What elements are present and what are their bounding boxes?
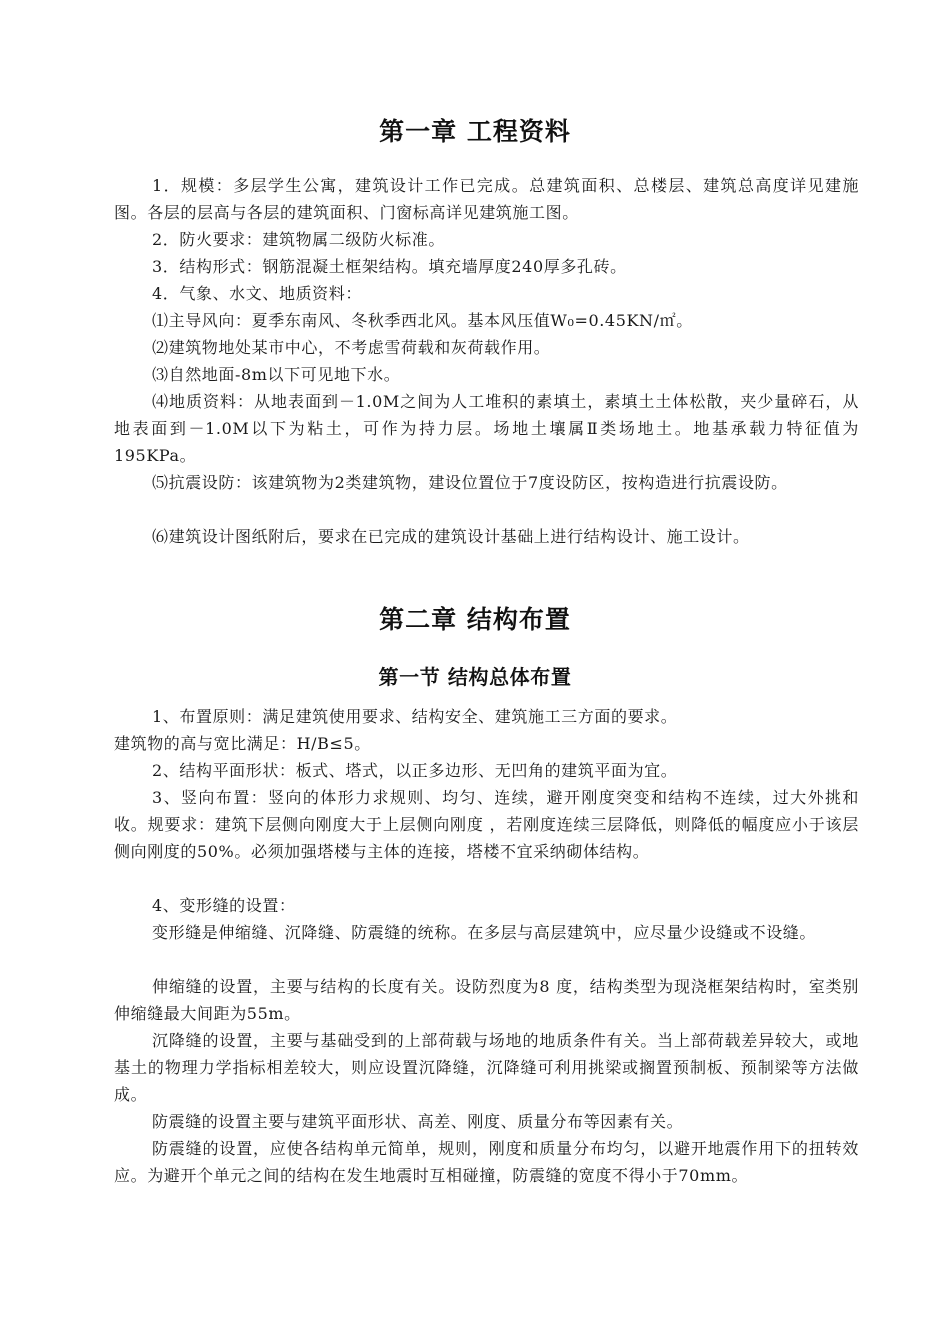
paragraph-drawings: ⑹建筑设计图纸附后，要求在已完成的建筑设计基础上进行结构设计、施工设计。 [152,527,750,546]
section-1-title: 第一节 结构总体布置 [378,665,572,689]
paragraph-seismic-joint-factors: 防震缝的设置主要与建筑平面形状、高差、刚度、质量分布等因素有关。 [152,1112,684,1131]
paragraph-ratio: 建筑物的高与宽比满足：H/B≤5。 [114,734,371,753]
chapter-1-title: 第一章 工程资料 [379,117,571,146]
paragraph-fire: 2．防火要求：建筑物属二级防火标准。 [152,230,445,249]
paragraph-settlement-joint: 沉降缝的设置，主要与基础受到的上部荷载与场地的地质条件有关。当上部荷载差异较大，或地基土的物理力学指标相差较大，则应设置沉降缝，沉降缝可利用挑梁或搁置预制板、预制梁等方法做成。 [114,1031,859,1104]
paragraph-geology: ⑷地质资料：从地表面到－1.0M之间为人工堆积的素填土，素填土土体松散，夹少量碎石，从地表面到－1.0M以下为粘土，可作为持力层。场地土壤属Ⅱ类场地土。地基承载力特征值为195KPa。 [114,392,859,465]
paragraph-seismic-joint-setting: 防震缝的设置，应使各结构单元简单，规则，刚度和质量分布均匀，以避开地震作用下的扭转效应。为避开个单元之间的结构在发生地震时互相碰撞，防震缝的宽度不得小于70mm。 [114,1139,859,1185]
paragraph-scale: 1．规模：多层学生公寓，建筑设计工作已完成。总建筑面积、总楼层、建筑总高度详见建施图。各层的层高与各层的建筑面积、门窗标高详见建筑施工图。 [114,176,859,222]
paragraph-climate-heading: 4．气象、水文、地质资料： [152,284,362,303]
paragraph-structure-form: 3．结构形式：钢筋混凝土框架结构。填充墙厚度240厚多孔砖。 [152,257,627,276]
chapter-2-title: 第二章 结构布置 [379,605,571,634]
paragraph-groundwater: ⑶自然地面-8m以下可见地下水。 [152,365,401,384]
paragraph-joints-heading: 4、变形缝的设置： [152,896,296,915]
paragraph-seismic: ⑸抗震设防：该建筑物为2类建筑物，建设位置位于7度设防区，按构造进行抗震设防。 [152,473,788,492]
paragraph-joints-definition: 变形缝是伸缩缝、沉降缝、防震缝的统称。在多层与高层建筑中，应尽量少设缝或不设缝。 [152,923,817,942]
paragraph-location: ⑵建筑物地处某市中心，不考虑雪荷载和灰荷载作用。 [152,338,551,357]
paragraph-expansion-joint: 伸缩缝的设置，主要与结构的长度有关。设防烈度为8 度，结构类型为现浇框架结构时，室类别伸缩缝最大间距为55m。 [114,977,859,1023]
paragraph-plan-shape: 2、结构平面形状：板式、塔式，以正多边形、无凹角的建筑平面为宜。 [152,761,678,780]
paragraph-principle: 1、布置原则：满足建筑使用要求、结构安全、建筑施工三方面的要求。 [152,707,678,726]
paragraph-vertical-layout: 3、竖向布置：竖向的体形力求规则、均匀、连续，避开刚度突变和结构不连续，过大外挑和收。规要求：建筑下层侧向刚度大于上层侧向刚度 ，若刚度连续三层降低，则降低的幅度应小于该层侧向刚度的50%。必须加强塔楼与主体的连接，塔楼不宜采纳砌体结构。 [114,788,859,861]
paragraph-wind: ⑴主导风向：夏季东南风、冬秋季西北风。基本风压值W₀=0.45KN/㎡。 [152,311,693,330]
